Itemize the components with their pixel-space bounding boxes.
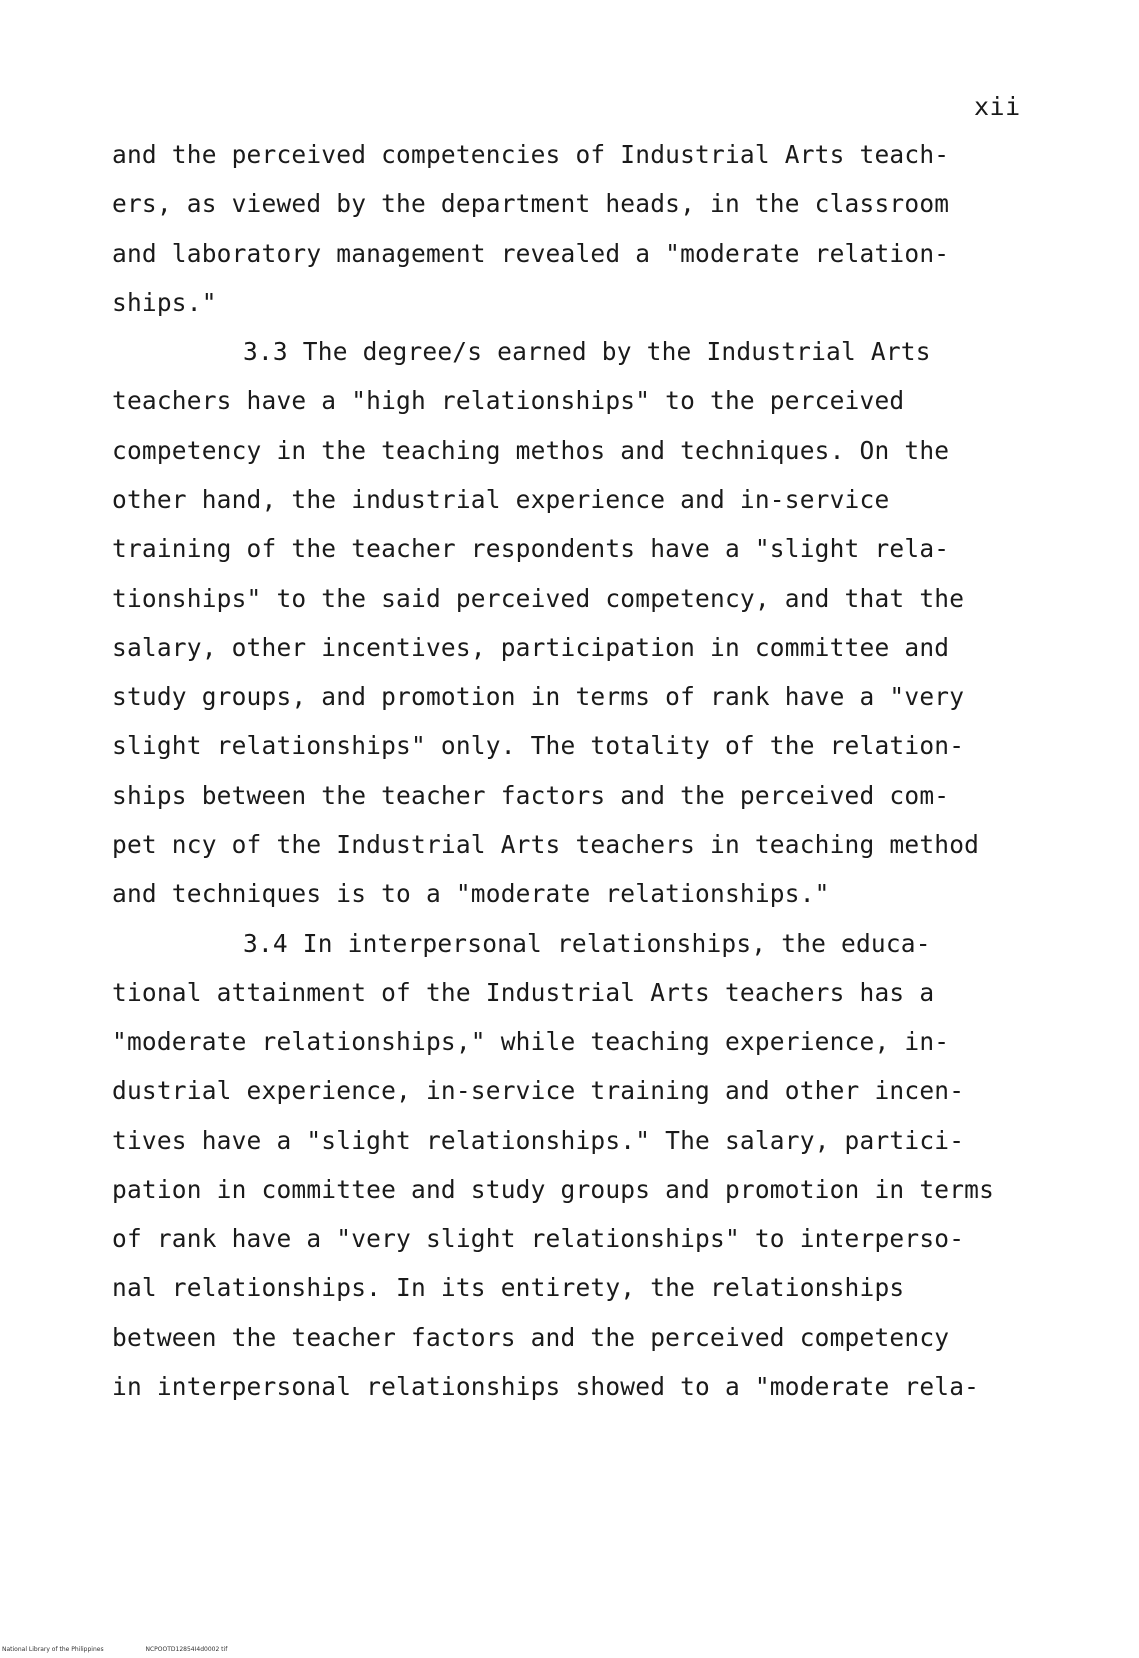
text-line: competency in the teaching methos and techniques. On the — [112, 436, 950, 465]
text-line: other hand, the industrial experience and in-service — [112, 485, 890, 514]
text-line: pation in committee and study groups and promotion in terms — [112, 1175, 995, 1204]
text-line: ships." — [112, 288, 217, 317]
text-line: ships between the teacher factors and the perceived com- — [112, 781, 950, 810]
text-line: tionships" to the said perceived competency, and that the — [112, 584, 965, 613]
text-line: of rank have a "very slight relationships" to interperso- — [112, 1224, 965, 1253]
text-line: between the teacher factors and the perceived competency — [112, 1323, 950, 1352]
text-line: 3.3 The degree/s earned by the Industrial Arts — [243, 337, 931, 366]
text-line: in interpersonal relationships showed to a "moderate rela- — [112, 1372, 980, 1401]
text-line: training of the teacher respondents have a "slight rela- — [112, 534, 950, 563]
text-line: dustrial experience, in-service training and other incen- — [112, 1076, 965, 1105]
text-line: pet ncy of the Industrial Arts teachers in teaching method — [112, 830, 980, 859]
text-line: teachers have a "high relationships" to the perceived — [112, 386, 905, 415]
footer-library: National Library of the Philippines — [2, 1646, 104, 1653]
text-line: and the perceived competencies of Industrial Arts teach- — [112, 140, 950, 169]
text-line: "moderate relationships," while teaching experience, in- — [112, 1027, 950, 1056]
page-number: xii — [974, 92, 1021, 121]
text-line: study groups, and promotion in terms of rank have a "very — [112, 682, 965, 711]
text-line: nal relationships. In its entirety, the relationships — [112, 1273, 905, 1302]
footer-code: NCPOOTD12854I4d0002 tif — [145, 1646, 228, 1653]
text-line: 3.4 In interpersonal relationships, the educa- — [243, 929, 931, 958]
scan-footer — [2, 1646, 267, 1653]
text-line: slight relationships" only. The totality of the relation- — [112, 731, 965, 760]
text-line: salary, other incentives, participation in committee and — [112, 633, 950, 662]
text-line: and techniques is to a "moderate relationships." — [112, 879, 830, 908]
text-line: and laboratory management revealed a "moderate relation- — [112, 239, 950, 268]
text-line: tional attainment of the Industrial Arts teachers has a — [112, 978, 935, 1007]
text-line: tives have a "slight relationships." The salary, partici- — [112, 1126, 965, 1155]
text-line: ers, as viewed by the department heads, in the classroom — [112, 189, 950, 218]
